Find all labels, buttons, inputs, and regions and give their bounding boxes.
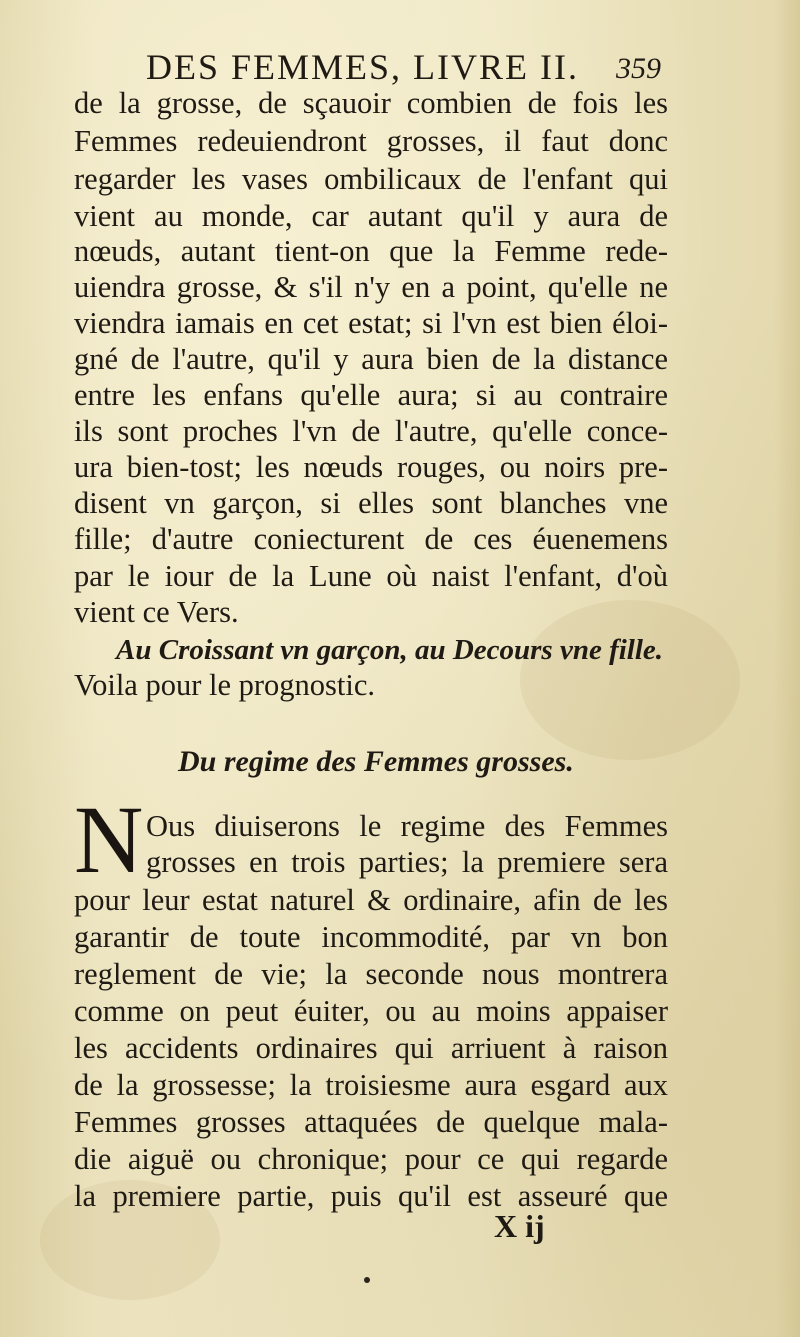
text-line: Voila pour le prognostic.	[74, 668, 376, 702]
text-line: entre les enfans qu'elle aura; si au contraire	[74, 378, 668, 412]
text-line: uiendra grosse, & s'il n'y en a point, qu'elle ne	[74, 270, 668, 304]
drop-cap: N	[74, 786, 144, 893]
text-line: Femmes grosses attaquées de quelque mala-	[74, 1105, 668, 1139]
text-line: Ous diuiserons le regime des Femmes	[146, 809, 668, 843]
text-line: nœuds, autant tient-on que la Femme rede-	[74, 234, 668, 268]
text-line: la premiere partie, puis qu'il est asseuré que	[74, 1179, 668, 1213]
text-line: viendra iamais en cet estat; si l'vn est bien éloi-	[74, 306, 668, 340]
verse-line: Au Croissant vn garçon, au Decours vne fille.	[116, 634, 664, 666]
text-line: die aiguë ou chronique; pour ce qui regarde	[74, 1142, 668, 1176]
text-line: comme on peut éuiter, ou au moins appaiser	[74, 994, 668, 1028]
text-line: gné de l'autre, qu'il y aura bien de la distance	[74, 342, 668, 376]
page-edge-shadow	[774, 0, 800, 1337]
section-heading: Du regime des Femmes grosses.	[178, 745, 574, 778]
text-line: garantir de toute incommodité, par vn bon	[74, 920, 668, 954]
text-line: de la grossesse; la troisiesme aura esgard aux	[74, 1068, 668, 1102]
text-line: Femmes redeuiendront grosses, il faut donc	[74, 124, 668, 158]
text-line: vient ce Vers.	[74, 595, 239, 629]
text-line: de la grosse, de sçauoir combien de fois les	[74, 86, 668, 120]
text-line: ils sont proches l'vn de l'autre, qu'elle conce-	[74, 414, 668, 448]
text-line: par le iour de la Lune où naist l'enfant, d'où	[74, 559, 668, 593]
text-line: fille; d'autre coniecturent de ces éuenemens	[74, 522, 668, 556]
text-line: ura bien-tost; les nœuds rouges, ou noirs pre-	[74, 450, 668, 484]
text-line: pour leur estat naturel & ordinaire, afin de les	[74, 883, 668, 917]
running-title: DES FEMMES, LIVRE II.	[146, 47, 580, 87]
running-head	[146, 46, 666, 88]
page-number: 359	[616, 52, 661, 85]
text-line: les accidents ordinaires qui arriuent à raison	[74, 1031, 668, 1065]
text-line: grosses en trois parties; la premiere sera	[146, 845, 668, 879]
text-line: disent vn garçon, si elles sont blanches vne	[74, 486, 668, 520]
signature-mark: X ij	[494, 1208, 545, 1244]
ink-dot	[364, 1277, 370, 1283]
text-line: regarder les vases ombilicaux de l'enfant qui	[74, 162, 668, 196]
text-line: reglement de vie; la seconde nous montrera	[74, 957, 668, 991]
text-line: vient au monde, car autant qu'il y aura de	[74, 199, 668, 233]
